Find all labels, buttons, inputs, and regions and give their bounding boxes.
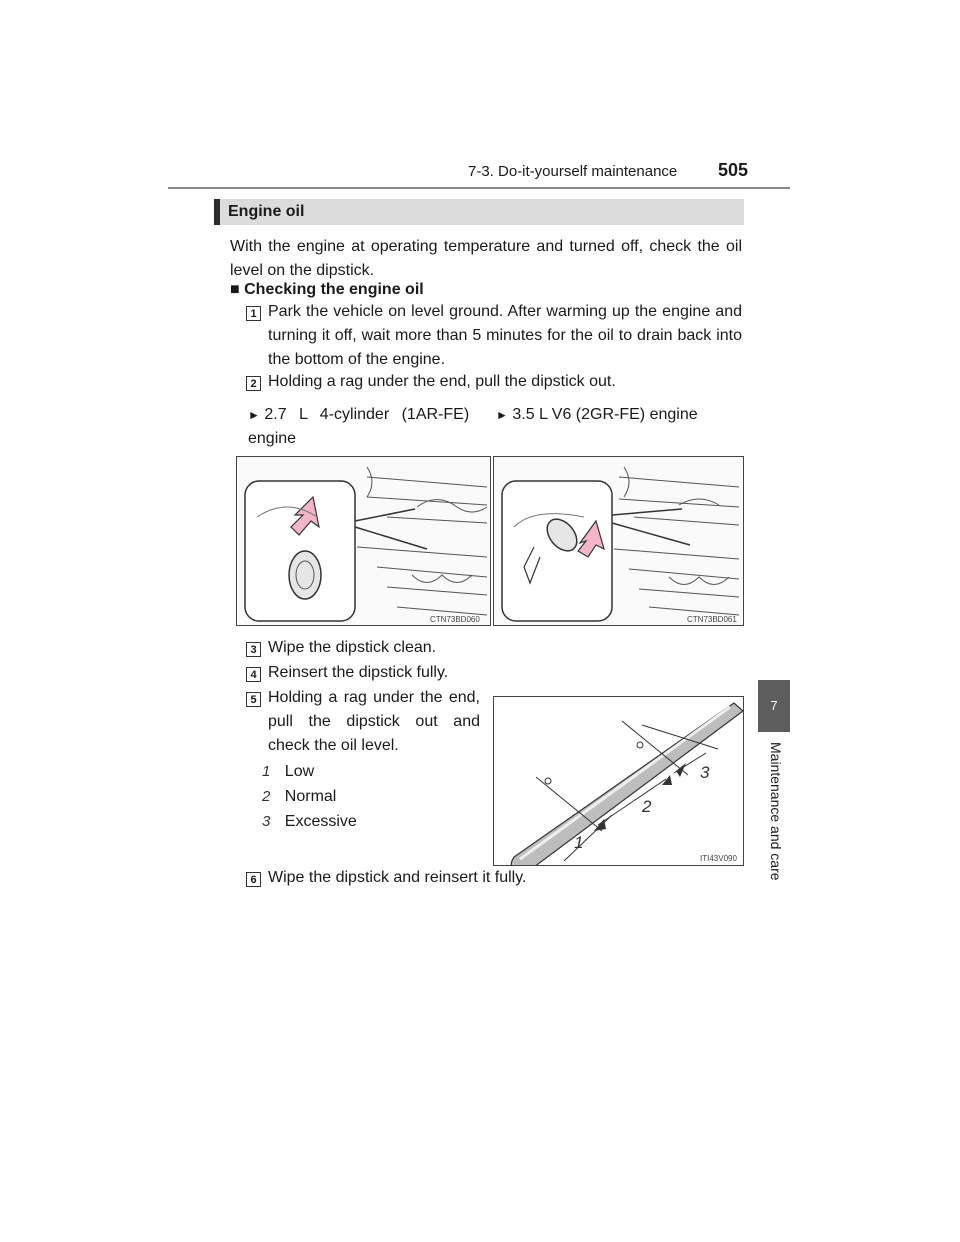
callout-2: 2 — [642, 797, 652, 816]
variant-label: 3.5 L V6 (2GR-FE) engine — [512, 406, 698, 423]
step-badge-6: 6 — [246, 872, 261, 887]
section-heading-bar — [214, 199, 220, 225]
figure-code-left: CTN73BD060 — [430, 615, 480, 624]
step-badge-2: 2 — [246, 376, 261, 391]
step-badge-4: 4 — [246, 667, 261, 682]
running-header-title: 7-3. Do-it-yourself maintenance — [468, 163, 678, 180]
engine-variant-right — [496, 403, 742, 427]
figure-engine-4cyl — [236, 456, 491, 626]
figure-code-dipstick: ITI43V090 — [700, 854, 737, 863]
step-text-1: Park the vehicle on level ground. After warming up the engine and turning it off, wait more than 5 minutes for the oil to drain back into the bottom of the engine. — [268, 303, 742, 368]
step-text-5: Holding a rag under the end, pull the dipstick out and check the oil level. — [268, 689, 480, 754]
page-number: 505 — [718, 160, 749, 180]
step-text-4: Reinsert the dipstick fully. — [268, 664, 449, 681]
level-item-normal — [262, 785, 357, 810]
level-label: Normal — [284, 788, 337, 805]
level-label: Excessive — [284, 813, 357, 830]
figure-code-right: CTN73BD061 — [687, 615, 737, 624]
inset-frame — [502, 481, 612, 621]
variant-marker-icon: ► — [248, 408, 260, 422]
subheading — [230, 278, 424, 302]
variant-label: 2.7 L 4-cylinder (1AR-FE) engine — [248, 406, 470, 447]
subheading-marker: ■ — [230, 281, 240, 298]
level-num: 2 — [262, 788, 271, 805]
chapter-tab: 7 — [758, 680, 790, 732]
step-text-2: Holding a rag under the end, pull the dipstick out. — [268, 373, 616, 390]
level-item-low — [262, 760, 357, 785]
engine-v6-illustration — [494, 457, 743, 625]
level-label: Low — [284, 763, 315, 780]
level-num: 3 — [262, 813, 271, 830]
level-list — [262, 760, 357, 835]
header-rule — [168, 187, 790, 189]
step-badge-1: 1 — [246, 306, 261, 321]
figure-engine-v6 — [493, 456, 744, 626]
subheading-text: Checking the engine oil — [244, 281, 424, 298]
section-heading — [214, 199, 744, 225]
variant-marker-icon: ► — [496, 408, 508, 422]
step-text-6: Wipe the dipstick and reinsert it fully. — [268, 869, 527, 886]
figure-dipstick-levels — [493, 696, 744, 866]
callout-1: 1 — [574, 833, 584, 852]
inset-frame — [245, 481, 355, 621]
step-badge-3: 3 — [246, 642, 261, 657]
level-item-excessive — [262, 810, 357, 835]
section-heading-text: Engine oil — [228, 203, 305, 220]
dipstick-cap-icon — [289, 551, 321, 599]
engine-variant-left — [248, 403, 482, 451]
level-num: 1 — [262, 763, 271, 780]
intro-paragraph: With the engine at operating temperature and turned off, check the oil level on the dipstick. — [230, 238, 742, 279]
step-text-3: Wipe the dipstick clean. — [268, 639, 437, 656]
callout-3: 3 — [700, 763, 710, 782]
chapter-side-label: Maintenance and care — [768, 742, 784, 881]
step-badge-5: 5 — [246, 692, 261, 707]
engine-4cyl-illustration — [237, 457, 490, 625]
